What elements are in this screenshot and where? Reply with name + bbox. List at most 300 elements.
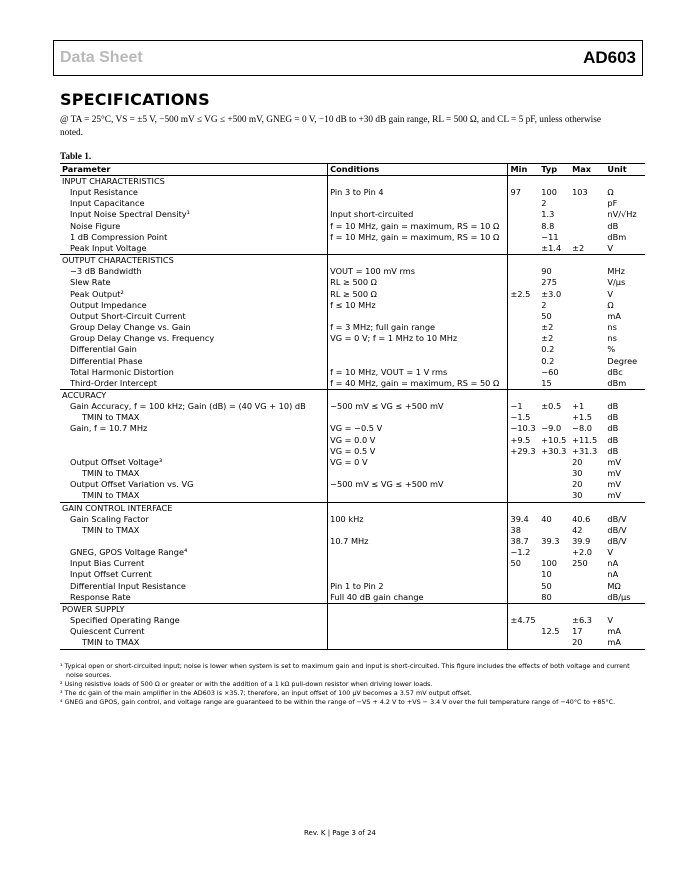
table-cell: 100: [541, 558, 557, 569]
table-cell: [328, 569, 508, 580]
table-cell: +29.3: [510, 445, 536, 456]
table-cell: Gain, f = 10.7 MHz: [60, 423, 328, 434]
column-header: Conditions: [328, 164, 508, 176]
table-cell: TMIN to TMAX: [60, 637, 328, 649]
table-cell: V: [607, 547, 614, 558]
table-cell: 90: [541, 266, 552, 277]
table-cell: ±2.5: [510, 288, 531, 299]
table-cell: Third-Order Intercept: [60, 378, 328, 390]
table-cell: nA: [607, 558, 619, 569]
table-cell: 15: [541, 377, 552, 388]
table-row: [60, 412, 645, 423]
table-cell: +1: [572, 401, 585, 412]
table-cell: f ≤ 10 MHz: [328, 300, 508, 311]
column-header: Typ: [539, 164, 570, 176]
page-header: [53, 40, 643, 76]
table-row: [60, 277, 645, 288]
table-cell: ±0.5: [541, 401, 562, 412]
table-cell: [570, 176, 605, 188]
table-cell: 100 kHz: [328, 514, 508, 525]
table-cell: ACCURACY: [60, 389, 328, 401]
table-cell: VOUT = 100 mV rms: [328, 266, 508, 277]
table-cell: [570, 209, 605, 220]
table-cell: Gain Accuracy, f = 100 kHz; Gain (dB) = (40 VG + 10) dB: [60, 401, 328, 412]
table-cell: [508, 581, 539, 592]
table-row: [60, 423, 645, 434]
table-cell: [508, 389, 539, 401]
table-cell: [328, 615, 508, 626]
table-row: [60, 378, 645, 390]
table-cell: [570, 389, 605, 401]
table-cell: nA: [607, 569, 619, 580]
table-cell: Differential Gain: [60, 344, 328, 355]
table-cell: ±6.3: [572, 615, 592, 626]
table-cell: ±4.75: [510, 615, 536, 626]
table-cell: [508, 232, 539, 243]
table-cell: Ω: [607, 187, 614, 198]
table-cell: [508, 300, 539, 311]
table-cell: 2: [541, 198, 547, 209]
table-cell: [328, 490, 508, 502]
table-cell: 40: [541, 513, 552, 524]
table-section-row: [60, 603, 645, 615]
table-cell: [539, 468, 570, 479]
table-cell: [328, 412, 508, 423]
table-row: [60, 333, 645, 344]
table-cell: dB/V: [607, 536, 627, 546]
table-cell: [570, 311, 605, 322]
table-row: [60, 289, 645, 300]
table-cell: VG = 0 V; f = 1 MHz to 10 MHz: [328, 333, 508, 344]
table-cell: [570, 378, 605, 390]
table-cell: 20: [570, 637, 605, 649]
table-cell: [508, 322, 539, 333]
table-cell: [508, 603, 539, 615]
table-section-row: [60, 176, 645, 188]
table-cell: [539, 176, 570, 188]
table-cell: [508, 367, 539, 378]
table-cell: dB/μs: [607, 591, 631, 602]
table-cell: Slew Rate: [60, 277, 328, 288]
table-cell: 0.2: [541, 344, 555, 355]
table-cell: RL ≥ 500 Ω: [328, 289, 508, 300]
table-cell: ±2: [541, 322, 554, 333]
table-cell: [570, 502, 605, 514]
table-cell: [328, 389, 508, 401]
table-cell: [539, 479, 570, 490]
table-cell: [508, 457, 539, 468]
table-cell: [328, 356, 508, 367]
table-row: [60, 615, 645, 626]
table-cell: Pin 3 to Pin 4: [328, 187, 508, 198]
table-cell: mV: [607, 456, 621, 467]
table-cell: 17: [572, 626, 583, 637]
table-cell: [328, 243, 508, 255]
table-cell: −1.2: [510, 547, 531, 558]
table-cell: Input Capacitance: [60, 198, 328, 209]
table-cell: Output Offset Variation vs. VG: [60, 479, 328, 490]
table-cell: POWER SUPPLY: [60, 603, 328, 615]
table-cell: [508, 333, 539, 344]
table-cell: [328, 198, 508, 209]
table-cell: ns: [607, 322, 617, 333]
table-cell: Input Resistance: [60, 187, 328, 198]
table-cell: −10.3: [510, 423, 536, 434]
column-header: Parameter: [60, 164, 328, 176]
table-cell: nV/√Hz: [607, 209, 637, 220]
table-row: [60, 626, 645, 637]
header-part-number: AD603: [583, 48, 636, 67]
table-row: [60, 243, 645, 255]
table-cell: +2.0: [572, 547, 592, 558]
footnote: ⁴ GNEG and GPOS, gain control, and voltage range are guaranteed to be within the range of −VS + 4.2 V to +VS − 3.4 V over the full temperature range of −40°C to +85°C.: [60, 698, 616, 706]
table-cell: [570, 581, 605, 592]
table-cell: mV: [607, 468, 621, 479]
table-cell: [570, 333, 605, 344]
table-cell: V: [607, 288, 614, 299]
table-cell: Group Delay Change vs. Frequency: [60, 333, 328, 344]
table-cell: dB: [607, 423, 619, 434]
table-cell: f = 40 MHz, gain = maximum, RS = 50 Ω: [328, 378, 508, 390]
table-cell: [508, 356, 539, 367]
column-header: Min: [508, 164, 539, 176]
table-cell: dB: [607, 220, 619, 231]
table-row: [60, 479, 645, 490]
table-cell: [508, 626, 539, 637]
table-cell: [570, 569, 605, 580]
table-cell: [539, 603, 570, 615]
table-cell: dBm: [607, 231, 627, 242]
table-cell: f = 10 MHz, VOUT = 1 V rms: [328, 367, 508, 378]
table-cell: +10.5: [541, 434, 567, 445]
table-cell: −1.5: [510, 412, 531, 423]
table-cell: VG = 0.0 V: [328, 435, 508, 446]
table-cell: Output Offset Voltage³: [60, 457, 328, 468]
table-cell: Response Rate: [60, 592, 328, 604]
table-cell: 80: [541, 591, 552, 602]
table-cell: [539, 525, 570, 536]
table-row: [60, 356, 645, 367]
table-cell: [328, 525, 508, 536]
table-cell: [570, 255, 605, 267]
table-cell: V/μs: [607, 277, 626, 288]
table-cell: [539, 547, 570, 558]
table-cell: mA: [607, 310, 621, 321]
table-cell: 0.2: [541, 355, 555, 366]
table-cell: [508, 502, 539, 514]
table-cell: Input short-circuited: [328, 209, 508, 220]
table-cell: [605, 176, 645, 188]
table-cell: [508, 468, 539, 479]
table-cell: [570, 603, 605, 615]
table-cell: 1 dB Compression Point: [60, 232, 328, 243]
table-row: [60, 401, 645, 412]
table-cell: +30.3: [541, 445, 567, 456]
table-cell: 40.6: [572, 513, 591, 524]
table-cell: [508, 277, 539, 288]
table-cell: [539, 502, 570, 514]
table-cell: TMIN to TMAX: [60, 490, 328, 502]
table-cell: +9.5: [510, 434, 531, 445]
table-cell: dBm: [607, 377, 627, 388]
column-header: Max: [570, 164, 605, 176]
table-cell: [570, 232, 605, 243]
table-cell: −11: [541, 231, 559, 242]
table-cell: [570, 277, 605, 288]
table-label: Table 1.: [60, 152, 92, 162]
table-cell: INPUT CHARACTERISTICS: [60, 176, 328, 188]
table-cell: 8.8: [541, 220, 555, 231]
table-cell: GNEG, GPOS Voltage Range⁴: [60, 547, 328, 558]
table-cell: [605, 603, 645, 615]
table-cell: [328, 547, 508, 558]
table-cell: dBc: [607, 366, 623, 377]
specifications-table: [60, 163, 645, 650]
table-cell: Noise Figure: [60, 221, 328, 232]
table-cell: [570, 592, 605, 604]
table-row: [60, 344, 645, 355]
table-cell: −60: [541, 366, 559, 377]
table-row: [60, 209, 645, 220]
table-cell: dB: [607, 445, 619, 456]
table-cell: TMIN to TMAX: [60, 468, 328, 479]
table-cell: dB: [607, 434, 619, 445]
table-cell: TMIN to TMAX: [60, 525, 328, 536]
table-cell: OUTPUT CHARACTERISTICS: [60, 255, 328, 267]
table-cell: Peak Output²: [60, 289, 328, 300]
table-cell: mA: [605, 637, 645, 649]
table-row: [60, 457, 645, 468]
table-row: [60, 435, 645, 446]
table-cell: 97: [510, 187, 521, 198]
column-header: Unit: [605, 164, 645, 176]
table-cell: [570, 356, 605, 367]
table-cell: [570, 266, 605, 277]
table-cell: ns: [607, 333, 617, 344]
table-cell: 1.3: [541, 209, 555, 220]
table-cell: Ω: [607, 299, 614, 310]
table-cell: 250: [572, 558, 588, 569]
table-cell: VG = 0.5 V: [328, 446, 508, 457]
table-cell: 12.5: [541, 626, 560, 637]
footnote: ³ The dc gain of the main amplifier in the AD603 is ×35.7; therefore, an input offset of 100 μV becomes a 3.57 mV output offset.: [60, 689, 472, 697]
table-row: [60, 558, 645, 569]
table-cell: 30: [572, 468, 583, 479]
table-section-row: [60, 255, 645, 267]
table-cell: dB/V: [607, 513, 627, 524]
table-cell: [508, 344, 539, 355]
test-conditions: @ TA = 25°C, VS = ±5 V, −500 mV ≤ VG ≤ +500 mV, GNEG = 0 V, −10 dB to +30 dB gain range, RL = 500 Ω, and CL = 5 pF, unless otherwise noted.: [60, 115, 602, 138]
table-cell: [508, 266, 539, 277]
footnotes: [60, 662, 645, 707]
table-cell: 103: [572, 187, 588, 198]
table-cell: dB/V: [607, 524, 627, 535]
table-cell: Input Offset Current: [60, 569, 328, 580]
table-cell: [539, 389, 570, 401]
table-cell: [570, 289, 605, 300]
table-cell: −3 dB Bandwidth: [60, 266, 328, 277]
table-cell: 275: [541, 277, 557, 288]
table-cell: V: [607, 242, 614, 253]
table-cell: [508, 592, 539, 604]
table-cell: V: [607, 615, 614, 626]
table-cell: [328, 311, 508, 322]
table-cell: [328, 255, 508, 267]
table-row: [60, 187, 645, 198]
table-cell: 30: [572, 490, 583, 501]
table-row: [60, 198, 645, 209]
table-cell: Degree: [607, 355, 638, 366]
table-cell: [570, 198, 605, 209]
table-cell: [539, 615, 570, 626]
table-cell: Input Bias Current: [60, 558, 328, 569]
table-cell: 39.9: [572, 536, 591, 546]
table-cell: f = 10 MHz, gain = maximum, RS = 10 Ω: [328, 221, 508, 232]
table-cell: 50: [541, 310, 552, 321]
table-cell: 39.4: [510, 513, 529, 524]
table-cell: [539, 255, 570, 267]
table-cell: [508, 221, 539, 232]
table-cell: [508, 311, 539, 322]
table-row: [60, 300, 645, 311]
table-row: [60, 322, 645, 333]
table-cell: ±2: [572, 242, 585, 253]
table-cell: 38: [510, 524, 521, 535]
table-cell: pF: [607, 198, 618, 209]
table-cell: −8.0: [572, 423, 592, 434]
table-body: [60, 176, 645, 650]
table-cell: TMIN to TMAX: [60, 412, 328, 423]
table-cell: MΩ: [607, 580, 621, 591]
table-cell: Group Delay Change vs. Gain: [60, 322, 328, 333]
table-cell: Total Harmonic Distortion: [60, 367, 328, 378]
table-section-row: [60, 389, 645, 401]
table-cell: Pin 1 to Pin 2: [328, 581, 508, 592]
table-cell: ±3.0: [541, 288, 562, 299]
table-row: [60, 569, 645, 580]
table-cell: 100: [541, 187, 557, 198]
table-cell: −1: [510, 401, 523, 412]
table-cell: [508, 255, 539, 267]
table-cell: [570, 300, 605, 311]
table-cell: Output Impedance: [60, 300, 328, 311]
table-cell: [508, 378, 539, 390]
footnote: ¹ Typical open or short-circuited input; noise is lower when system is set to maximum gain and input is short-circuited. This figure includes the effects of both voltage and current noise sources.: [60, 662, 630, 679]
table-row: [60, 581, 645, 592]
table-cell: Differential Input Resistance: [60, 581, 328, 592]
table-cell: [328, 468, 508, 479]
table-cell: [508, 243, 539, 255]
table-cell: [570, 344, 605, 355]
table-cell: dB: [607, 412, 619, 423]
table-section-row: [60, 502, 645, 514]
table-cell: Peak Input Voltage: [60, 243, 328, 255]
table-cell: [539, 457, 570, 468]
table-row: [60, 592, 645, 604]
table-cell: Output Short-Circuit Current: [60, 311, 328, 322]
table-cell: [328, 344, 508, 355]
table-cell: mV: [607, 490, 621, 501]
table-header-row: [60, 164, 645, 176]
table-cell: 20: [572, 479, 583, 490]
table-cell: [539, 412, 570, 423]
table-cell: [508, 176, 539, 188]
table-cell: [328, 558, 508, 569]
table-cell: Gain Scaling Factor: [60, 514, 328, 525]
table-cell: VG = 0 V: [328, 457, 508, 468]
table-row: [60, 547, 645, 558]
table-cell: MHz: [607, 266, 625, 277]
table-cell: +11.5: [572, 434, 598, 445]
table-cell: ±2: [541, 333, 554, 344]
table-cell: −500 mV ≤ VG ≤ +500 mV: [328, 479, 508, 490]
table-cell: 50: [541, 580, 552, 591]
table-row: [60, 311, 645, 322]
table-cell: RL ≥ 500 Ω: [328, 277, 508, 288]
table-cell: [605, 502, 645, 514]
table-cell: [570, 322, 605, 333]
table-row: [60, 221, 645, 232]
table-cell: [508, 198, 539, 209]
table-cell: Full 40 dB gain change: [328, 592, 508, 604]
table-row: [60, 367, 645, 378]
table-cell: Input Noise Spectral Density¹: [60, 209, 328, 220]
table-row: [60, 232, 645, 243]
table-cell: 50: [510, 558, 521, 569]
table-cell: 10.7 MHz: [328, 536, 508, 547]
table-cell: [328, 637, 508, 649]
table-cell: [570, 367, 605, 378]
table-row: [60, 536, 645, 547]
table-cell: [328, 502, 508, 514]
table-cell: [605, 389, 645, 401]
header-left-title: Data Sheet: [60, 49, 143, 66]
table-cell: [539, 637, 570, 649]
table-cell: 39.3: [541, 536, 560, 546]
table-cell: Specified Operating Range: [60, 615, 328, 626]
table-cell: +31.3: [572, 445, 598, 456]
table-row: [60, 446, 645, 457]
table-row: [60, 490, 645, 502]
table-cell: 2: [541, 299, 547, 310]
table-cell: [60, 536, 328, 547]
table-cell: mV: [607, 479, 621, 490]
table-row: [60, 266, 645, 277]
table-cell: f = 3 MHz; full gain range: [328, 322, 508, 333]
table-cell: [328, 626, 508, 637]
table-cell: +1.5: [572, 412, 592, 423]
table-cell: [328, 176, 508, 188]
table-cell: 20: [572, 456, 583, 467]
table-cell: [508, 569, 539, 580]
page-footer: Rev. K | Page 3 of 24: [303, 829, 377, 837]
table-cell: ±1.4: [541, 242, 562, 253]
table-cell: Differential Phase: [60, 356, 328, 367]
table-cell: VG = −0.5 V: [328, 423, 508, 434]
table-cell: GAIN CONTROL INTERFACE: [60, 502, 328, 514]
section-title: SPECIFICATIONS: [60, 90, 210, 109]
table-cell: [539, 490, 570, 502]
table-cell: 42: [572, 524, 583, 535]
table-cell: dB: [607, 401, 619, 412]
table-cell: [508, 209, 539, 220]
table-cell: f = 10 MHz, gain = maximum, RS = 10 Ω: [328, 232, 508, 243]
table-cell: Quiescent Current: [60, 626, 328, 637]
table-cell: [570, 221, 605, 232]
footnote: ² Using resistive loads of 500 Ω or greater or with the addition of a 1 kΩ pull-down resistor when driving lower loads.: [60, 680, 433, 688]
table-cell: [508, 479, 539, 490]
table-cell: mA: [607, 626, 621, 637]
